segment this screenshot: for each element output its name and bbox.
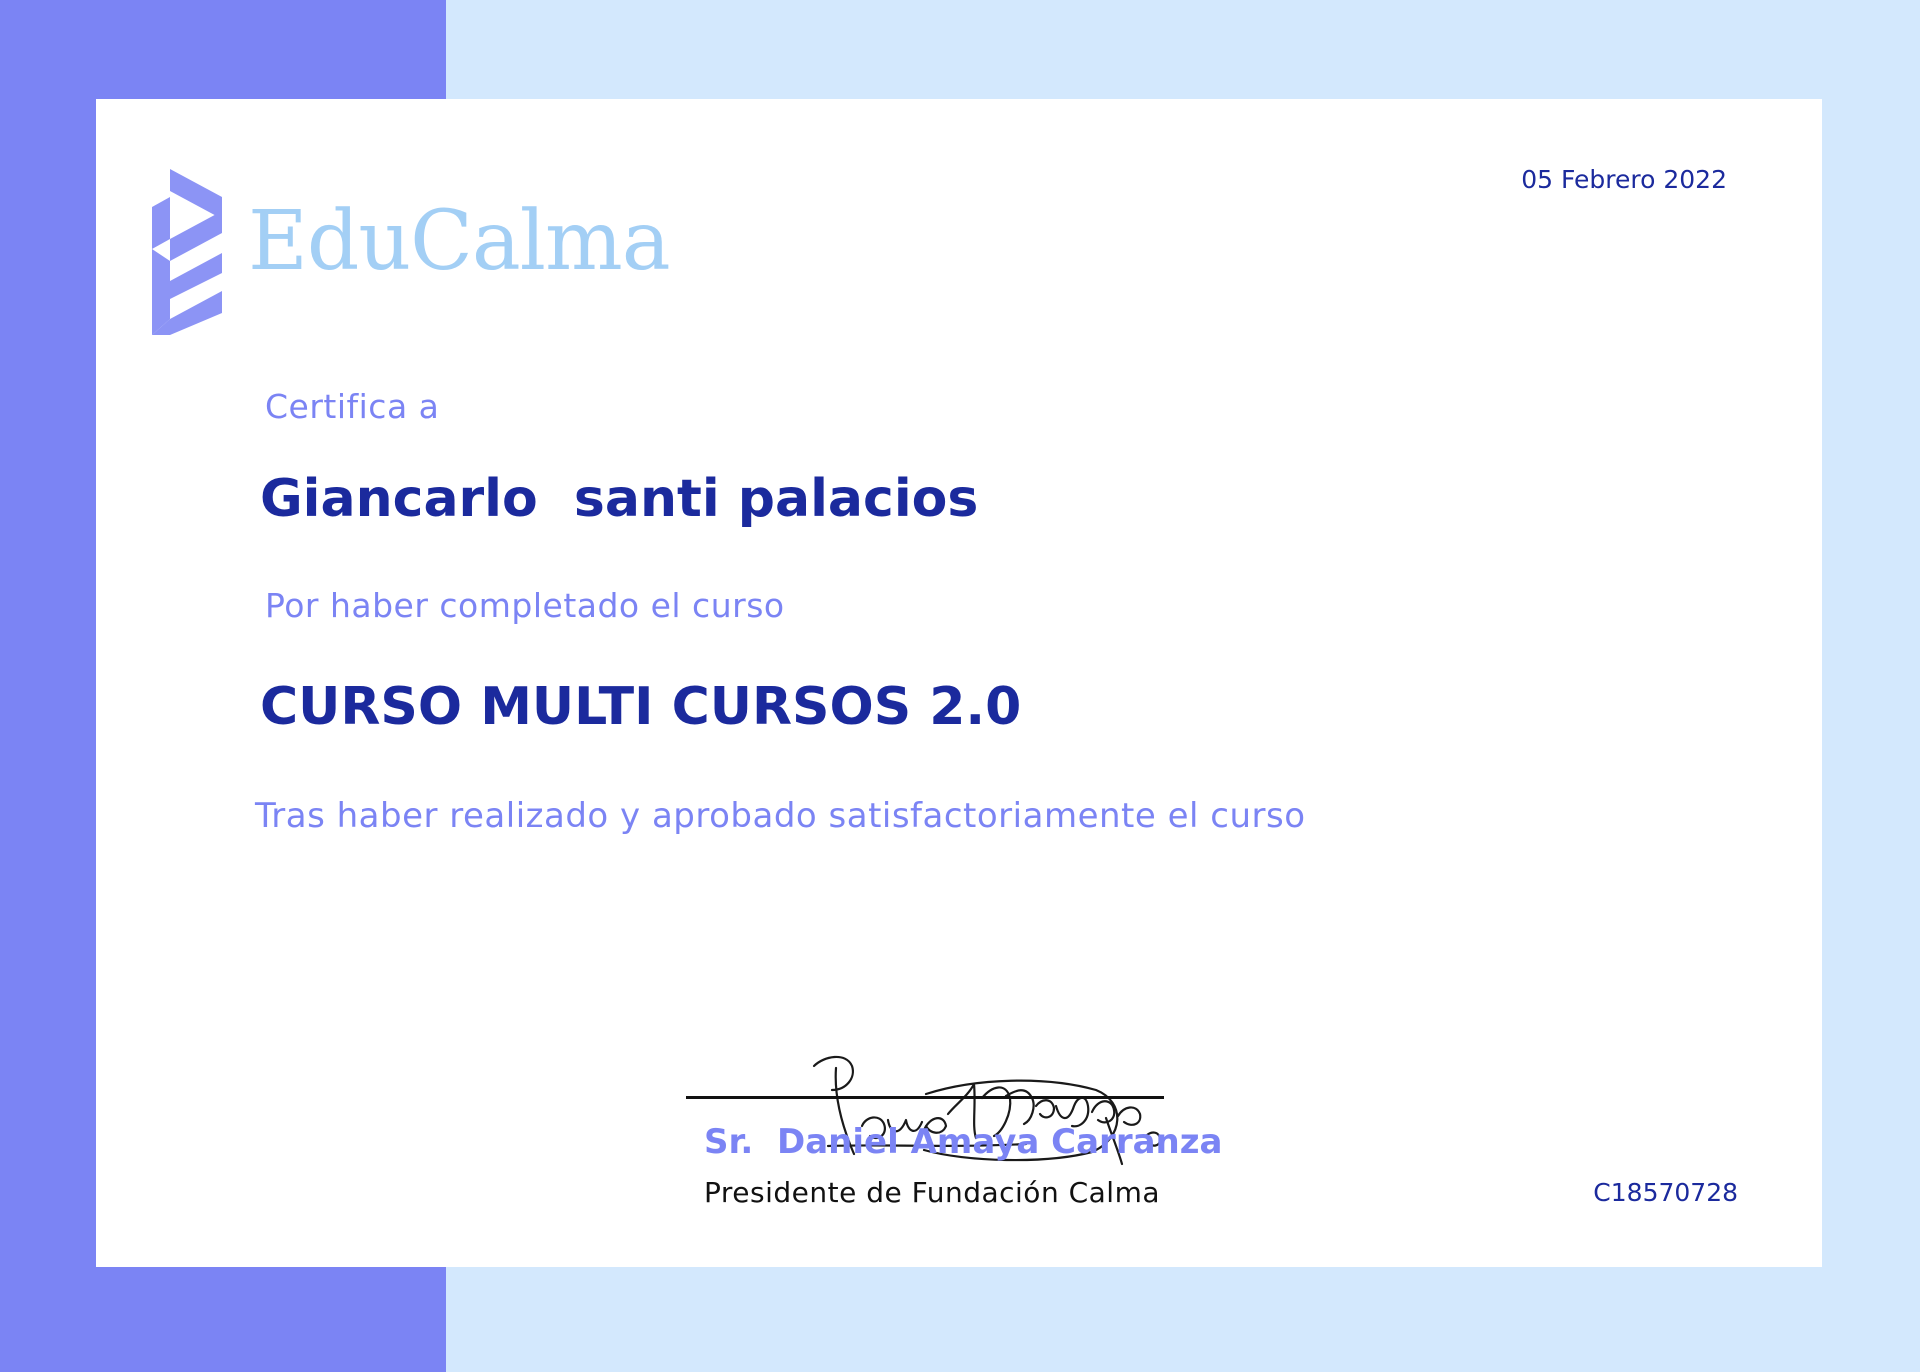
issue-date: 05 Febrero 2022 [1521,165,1727,194]
signatory-role: Presidente de Fundación Calma [704,1176,1161,1209]
brand-name: EduCalma [248,194,670,289]
educalma-logo-icon [152,169,222,335]
signature-line [686,1096,1164,1099]
course-name: CURSO MULTI CURSOS 2.0 [260,677,1022,737]
signatory-name: Sr. Daniel Amaya Carranza [704,1122,1223,1162]
certificate-card [96,99,1822,1267]
course-intro-label: Por haber completado el curso [265,586,785,625]
certifies-label: Certifica a [265,387,440,426]
certificate-id: C18570728 [1593,1178,1738,1207]
handwritten-signature [806,986,1226,1196]
completion-statement: Tras haber realizado y aprobado satisfactoriamente el curso [255,796,1306,836]
recipient-name: Giancarlo santi palacios [260,469,979,529]
